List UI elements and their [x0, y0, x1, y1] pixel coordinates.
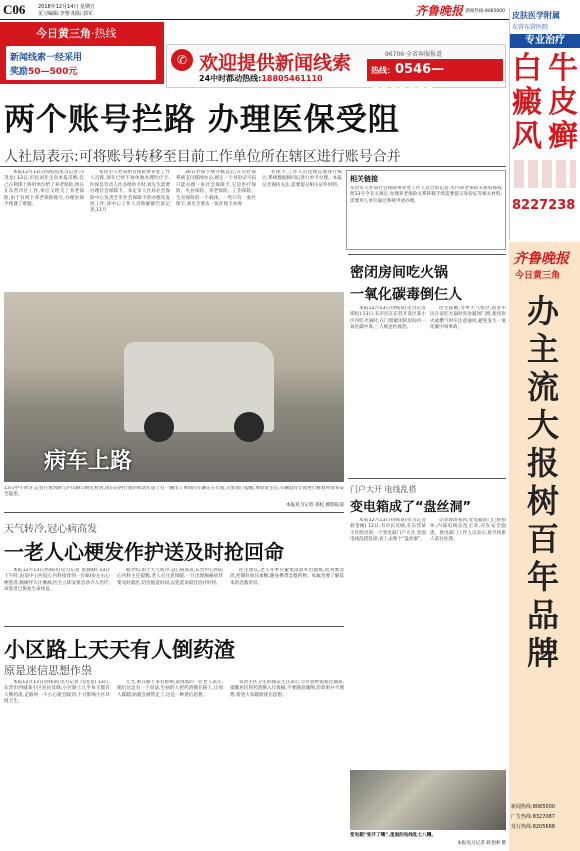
divider [0, 166, 506, 167]
story5-photo-credit: 本报见习记者 聂金刚 摄 [457, 841, 506, 846]
lead-col-1: 本报12月13日热线讯(见习记者 闫茂龙) 13日,市民刘先生向本报反映,自己在利津上班时单位给了养老保险,现在在东营市区工作,单位又给交了养老保险,由于有两个养老保险账号,办理医保手续遇了难题。 [4, 170, 84, 208]
ad-phone-line: 24中时都动热线:18805461110 [199, 74, 323, 83]
divider [4, 626, 344, 627]
hospital-name2: 东营东营医院 [512, 24, 549, 31]
ad-big-left: 白 癜 风 [512, 51, 542, 154]
divider [4, 512, 344, 513]
story4-col-2: 医生提醒,冬季天气寒冷,很多市民在家吃火锅时喜欢紧闭门窗,使用炭火或燃气时应注意通风,避免发生一氧化碳中毒事故。 [430, 306, 506, 331]
story4-title2: 一氧化碳毒倒仨人 [350, 287, 462, 303]
page-number: C06 [3, 2, 26, 17]
promo-column [509, 242, 580, 851]
story2-col-2: 据介绍,由于天气转冷,冠心病高发,东营中心医院心内科主任提醒,老人应注意保暖,一旦出现胸痛症状要及时就医,切勿拖延时间,以免延误最佳治疗时机。 [117, 568, 223, 586]
story3-title: 小区路上天天有人倒药渣 [4, 638, 235, 662]
lead-title: 两个账号拦路 办理医保受阻 [4, 102, 400, 138]
promo-brand: 齐鲁晚报 [513, 251, 569, 267]
story3-col-1: 本报12月13日热线讯(见习记者 闫茂龙) 13日,东营市西城某小区居民反映,小区路上几乎每天都有人倒药渣,走路时一不小心就会踩到,十分影响小区环境卫生。 [4, 680, 110, 705]
ad-sub-banner: 专业治疗 [510, 34, 580, 48]
story4-title: 密闭房间吃火锅 [350, 265, 448, 281]
related-title: 相关链接 [350, 175, 378, 183]
story5-photo-caption: 变电箱“张开了嘴”,里面的电线乱七八糟。 [350, 833, 436, 838]
car-wheel [144, 412, 174, 442]
lead-subtitle: 人社局表示:可将账号转移至目前工作单位所在辖区进行账号合并 [4, 149, 401, 165]
divider [348, 478, 506, 479]
related-box [346, 170, 506, 250]
story2-kicker: 天气转冷,冠心病高发 [4, 524, 98, 535]
section-banner [0, 22, 164, 84]
reward-box [6, 46, 156, 80]
phone-icon: ✆ [171, 49, 193, 71]
right-ad [509, 8, 580, 240]
car-wheel [234, 412, 264, 442]
story2-title: 一老人心梗发作护送及时抢回命 [4, 540, 284, 564]
promo-line-ad: 广告热线:8327087 [511, 814, 555, 820]
promo-brand2: 今日黄三角 [515, 271, 561, 281]
related-text: 东营市人社局社会保障事业处工作人员告诉记者,市内养老保险关系转移按照13号令有关规定,办理养老保险关系转移手续需要提交身份证等相关材料,需要用人单位通过系统申请办理。 [350, 186, 502, 204]
story3-col-2: 儿光,难在路上多有影响,说到底的一位老人表示,他们这边有一个说法,生病的人把药渣倒在路上,让别人踩踏,病就会被带走了,这是一种迷信思想。 [117, 680, 223, 698]
car-photo [4, 292, 344, 482]
hotline-ad [166, 44, 506, 100]
photo-caption: 病车上路 [44, 449, 133, 474]
lead-col-4: 社保卡,工作人员也建议他进行统计,系统数据相同后进行单卡办理。本报记者保持关注,需要提交相关证件材料。 [262, 170, 342, 188]
reward-line2: 奖励50—500元 [10, 67, 78, 77]
electric-box-photo [350, 770, 506, 830]
ad-phone: 8227238 [512, 198, 576, 213]
story2-col-3: 医生建议,老人冬季应避免清晨外出锻炼,饮食要清淡,控制好血压血糖,随身携带急救药物。家属也要了解基本的急救常识。 [230, 568, 344, 586]
story3-subtitle: 原是迷信思想作祟 [4, 664, 92, 677]
lead-col-2: 家住市人社局附近保险事业处工作人员称,现在已经不再单独办理医疗卡,医保是劳动人社办理单卡时,刘先生需要办理社会保障卡。本定市人社局社会保险中心负责全市社会保障卡的办理及发放工作,该中心工作人员称静静告诉记者,11月 [90, 170, 170, 214]
photo-credit: 本报见习记者 邢松 摄影报道 [285, 503, 344, 508]
masthead-hotline: 新闻热线:8065000 [465, 9, 505, 14]
hospital-name: 皮肤医学附属 [512, 11, 560, 20]
promo-contacts [511, 802, 555, 832]
divider [348, 254, 506, 255]
hotline-number-box: 热线：0546—8065000 [367, 59, 503, 81]
ad-big-right: 牛 皮 癣 [548, 51, 578, 154]
promo-line-news: 新闻热线:8065000 [511, 804, 555, 810]
story2-col-1: 本报12月13日热线讯(见习记者 张静静) 13日上午时,由前中心医院心内科接诊到一位60岁左右心梗患者,胸痛伴大汗淋漓,医生立即安排急诊介入治疗,该患者已恢复生命体征。 [4, 568, 110, 593]
story5-col-1: 本报12月13日热线讯(见习记者 聂金刚) 12日,有市民反映,在东营某小区附近的一个变电箱门户大开,里面电线乱搭乱接,看上去像个“盘丝洞”。 [350, 518, 426, 543]
section-title: 今日黄三角·热线 [36, 27, 117, 40]
page-header [0, 0, 580, 20]
story3-col-3: 负责小区卫生的保安主任表示,小区曾经张贴过通知,提醒居民将药渣倒入垃圾桶,不要随意倾倒,但效果并不理想,希望大家破除迷信思想。 [230, 680, 344, 698]
issue-date: 2018年12月14日 星期五 [38, 4, 96, 10]
qq-line: 96706·全省客服报道 [385, 51, 443, 58]
story5-title: 变电箱成了“盘丝洞” [350, 500, 472, 515]
story5-col-2: 记者现场看到,变电箱的门已经损坏,内部电线杂乱无章,存在安全隐患。供电部门工作人员表示,将尽快派人前往处理。 [430, 518, 506, 543]
promo-line-dist: 发行热线:8205668 [511, 824, 555, 830]
masthead: 齐鲁晚报 [415, 4, 464, 18]
story4-col-1: 本报12月13日热线讯(见习记者 邢松) 13日,有市民在东营开发区某小区内吃火锅时,在门窗紧闭的房间内一氧化碳中毒,三人被送医救治。 [350, 306, 426, 331]
reward-line1: 新闻线索一经采用 [10, 53, 83, 63]
lead-col-3: 30日社保卡统升级以后,在有社保系统支付联网办公,规定一个身份证号码只能办理一张社会保障卡,它是医疗保险、失业保险、养老保险、工伤保险、生育保险的一个载体。一些只有一张社保卡,刘先生要去一张社保卡办理 [176, 170, 256, 208]
ad-logos [514, 160, 576, 188]
story5-kicker: 门户大开 电线乱搭 [350, 485, 417, 494]
photo-desc: 13日中午时分,记者在黄河路与庐山路口附近看到,由东向西行驶的机动车道上有一辆出了事故的车辆正在行驶,交警部门提醒,事故发生后,车辆没有牢固进行修复将带来安全隐患。 [4, 486, 344, 498]
editors-line: 见习编辑:李黎 组版:郭军 [38, 11, 93, 17]
promo-headline: 办主流大报树百年品牌 [527, 292, 560, 672]
ad-title: 欢迎提供新闻线索 [199, 52, 352, 74]
